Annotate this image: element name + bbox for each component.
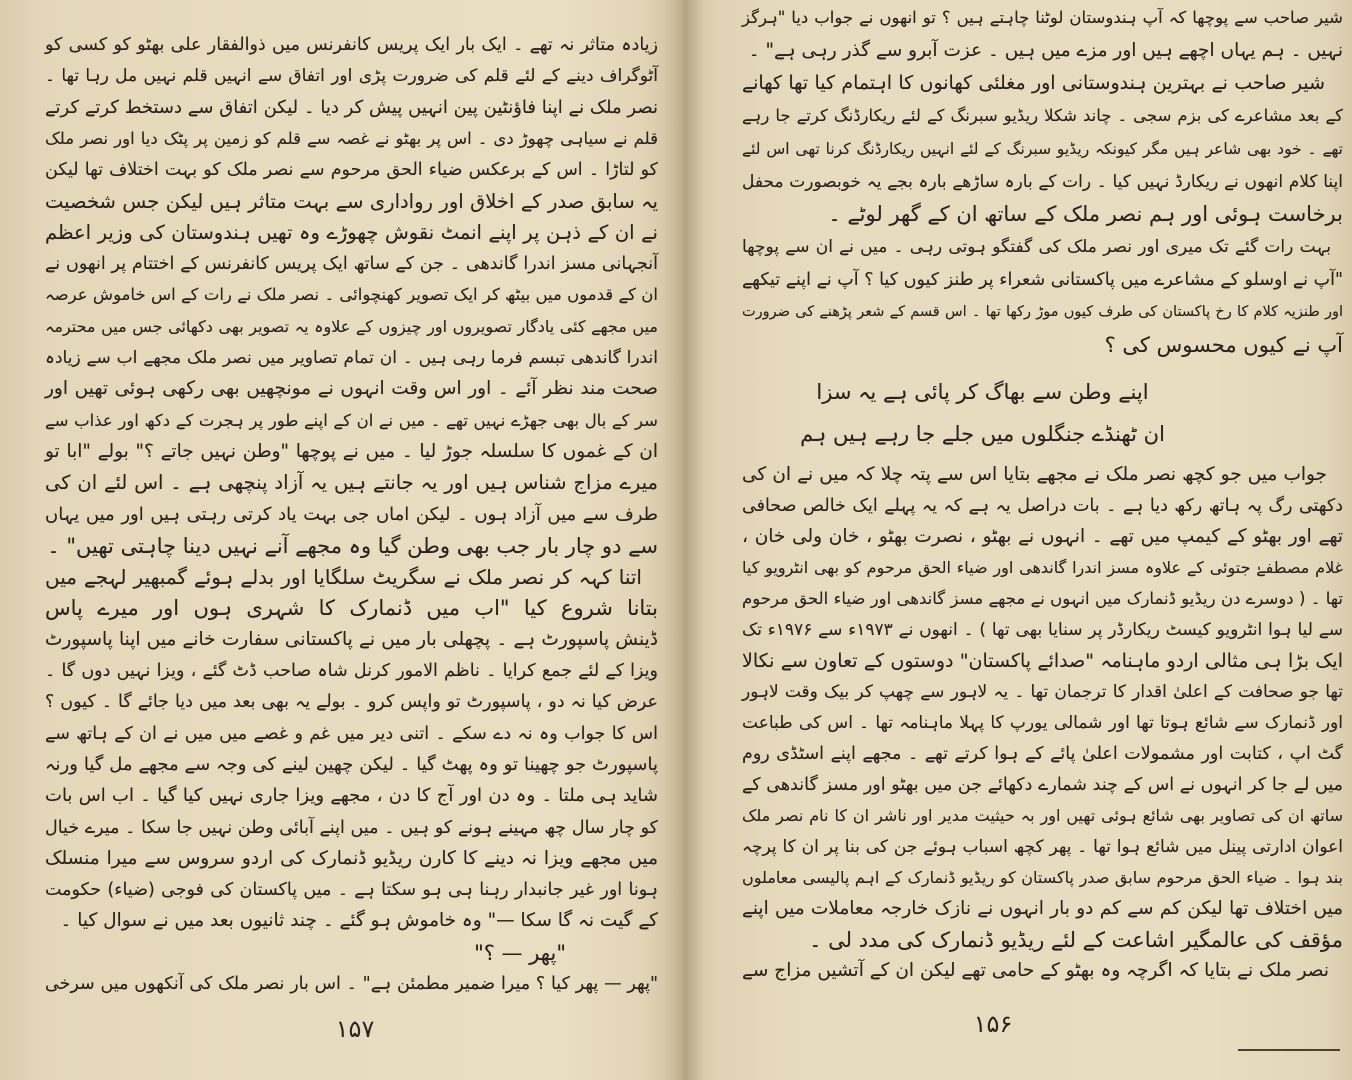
page-number: ۱۵۷ xyxy=(335,1015,375,1043)
text-line: تھا ۔ ( دوسرے دن ریڈیو ڈنمارک میں انہوں نے مجھے مسز گاندھی اور ضیاء الحق مرحوم xyxy=(742,589,1343,608)
text-line: سے دو چار بار جب بھی وطن گیا وہ مجھے آنے نہیں دینا چاہتی تھیں" ۔ xyxy=(47,533,658,558)
text-line: نے ان کے ذہن پر اپنے انمٹ نقوش چھوڑے وہ تھیں ہندوستان کی وزیر اعظم xyxy=(45,220,658,244)
text-line: نصر ملک نے اپنا فاؤنٹین پین انہیں پیش کر دیا ۔ لیکن اتفاق سے دستخط کرتے کرتے xyxy=(45,96,658,118)
text-line: اور طنزیہ کلام کا رخ پاکستان کی طرف کیوں موڑ رکھا تھا ۔ اس قسم کے شعر پڑھنے کی ضرورت xyxy=(742,304,1343,321)
text-line: جواب میں جو کچھ نصر ملک نے مجھے بتایا اس سے پتہ چلا کہ میں نے ان کی xyxy=(742,464,1327,485)
text-line: برخاست ہوئی اور ہم نصر ملک کے ساتھ ان کے گھر لوٹے ۔ xyxy=(828,202,1343,227)
text-line: بتانا شروع کیا "اب میں ڈنمارک کا شہری ہوں اور میرے پاس xyxy=(45,596,658,621)
text-line: اس کا جواب وہ نہ دے سکے ۔ اتنی دیر میں غم و غصے میں میں نے ان کے ہاتھ سے xyxy=(45,723,658,744)
text-line: نہیں ۔ ہم یہاں اچھے ہیں اور مزے میں ہیں ۔ عزت آبرو سے گذر رہی ہے" ۔ xyxy=(748,39,1343,61)
text-line: میں مجھے کئی یادگار تصویروں اور چیزوں کے علاوہ یہ تصویر بھی دکھائی جس میں محترمہ xyxy=(45,316,658,336)
text-line: یہ سابق صدر کے اخلاق اور رواداری سے بہت متاثر ہیں لیکن جس شخصیت xyxy=(45,189,658,213)
text-line: کو چار سال چھ مہینے ہونے کو ہیں ۔ میں اپنے آبائی وطن نہیں جا سکا ۔ میرے خیال xyxy=(45,817,658,838)
text-line: اتنا کہہ کر نصر ملک نے سگریٹ سلگایا اور بدلے ہوئے گمبھیر لہجے میں xyxy=(45,565,642,590)
text-line: عرض کیا نہ دو ، پاسپورٹ تو واپس کرو ۔ بولے یہ بھی بعد میں دیا جائے گا ۔ کیوں ؟ xyxy=(45,692,658,713)
text-line: اندرا گاندھی تبسم فرما رہی ہیں ۔ ان تمام تصاویر میں نصر ملک مجھے اب سے زیادہ xyxy=(45,348,658,368)
text-line: ہونا اور غیر جانبدار رہنا ہی ہو سکتا ہے ۔ میں پاکستان کی فوجی (ضیاء) حکومت xyxy=(45,880,658,901)
text-line: کے بعد مشاعرے کی بزم سجی ۔ چاند شکلا ریڈیو سبرنگ کے لئے ریکارڈنگ کرتے جا رہے xyxy=(742,106,1343,126)
text-line: طرف سے میں آزاد ہوں ۔ لیکن اماں جی بہت یاد کرتی رہتی ہیں اور میں یہاں xyxy=(45,503,658,525)
verse-line: اپنے وطن سے بھاگ کر پائی ہے یہ سزا xyxy=(816,380,1149,404)
text-line: زیادہ متاثر نہ تھے ۔ ایک بار ایک پریس کانفرنس میں ذوالفقار علی بھٹو کو کسی کو xyxy=(45,35,658,55)
text-line: غلام مصطفےٰ جتوئی کے علاوہ مسز اندرا گاندھی اور ضیاء الحق مرحوم کو بھی انٹرویو کیا xyxy=(742,558,1343,577)
text-line: آٹوگراف دینے کے لئے قلم کی ضرورت پڑی اور اتفاق سے انہیں قلم نہیں مل رہا تھا ۔ xyxy=(45,66,658,87)
text-line: تھا جو صحافت کے اعلیٰ اقدار کا ترجمان تھا ۔ یہ لاہور سے چھپ کر بیک وقت لاہور xyxy=(742,682,1343,702)
text-line: گٹ اپ ، کتابت اور مشمولات اعلیٰ پائے کے ہوا کرتے تھے ۔ مجھے اپنے اسٹڈی روم xyxy=(742,744,1343,764)
text-line: میں اختلاف تھا لیکن کم سے کم دو بار انہوں نے نازک خارجہ معاملات میں اپنے xyxy=(742,898,1343,919)
text-line: نصر ملک نے بتایا کہ اگرچہ وہ بھٹو کے حامی تھے لیکن ان کے آتشیں مزاج سے xyxy=(742,960,1329,981)
text-line: "پھر — ؟" xyxy=(474,940,566,965)
text-line: تھے ۔ خود بھی شاعر ہیں مگر کیونکہ ریڈیو سبرنگ کے لئے انہیں ریکارڈنگ کرنا تھی اس لئے xyxy=(742,139,1343,158)
text-line: شاید ہی ملتا ۔ وہ دن اور آج کا دن ، مجھے ویزا جاری نہیں کیا گیا ۔ اب اس بات xyxy=(45,785,658,807)
text-line: ان کے غموں کا سلسلہ جوڑ لیا ۔ میں نے پوچھا "وطن نہیں جاتے ؟" بولے "ابا تو xyxy=(45,440,658,462)
text-line: ساتھ ان کی تصاویر بھی شائع ہوئی تھیں اور بہ حیثیت مدیر اور ناشر ان کا نام نصر ملک xyxy=(742,806,1343,825)
text-line: سر کے بال بھی جھڑے نہیں تھے ۔ میں نے ان کے اپنے طور پر ہجرت کے دکھ اور عذاب سے xyxy=(45,410,658,430)
text-line: شیر صاحب نے بہترین ہندوستانی اور مغلئی کھانوں کا اہتمام کیا تھا کھانے xyxy=(742,72,1325,95)
text-line: کو لتاڑا ۔ اس کے برعکس ضیاء الحق مرحوم سے نصر ملک کو بہت اختلاف تھا لیکن xyxy=(45,160,658,181)
text-line: "آپ نے اوسلو کے مشاعرے میں پاکستانی شعراء پر طنز کیوں کیا ؟ آپ نے اپنے تیکھے xyxy=(742,269,1343,290)
text-line: تھے اور بھٹو کے کیمپ میں تھے ۔ انہوں نے بھٹو ، نصرت بھٹو ، خان ولی خان ، xyxy=(742,526,1343,547)
text-line: صحت مند نظر آئے ۔ اور اس وقت انہوں نے مونچھیں بھی رکھی ہوئی تھیں اور xyxy=(45,378,658,400)
text-line: ویزا کے لئے جمع کرایا ۔ ناظم الامور کرنل شاہ صاحب ڈٹ گئے ، ویزا نہیں دوں گا ۔ xyxy=(45,661,658,681)
text-line: ان کے قدموں میں بیٹھ کر ایک تصویر کھنچوائی ۔ نصر ملک نے رات کے اس خاموش عرصہ xyxy=(45,285,658,305)
text-line: بہت رات گئے تک میری اور نصر ملک کی گفتگو ہوتی رہی ۔ میں نے ان سے پوچھا xyxy=(742,236,1331,257)
text-line: اپنا کلام انھوں نے ریکارڈ نہیں کیا ۔ رات کے بارہ ساڑھے بارہ بجے یہ خوبصورت محفل xyxy=(742,171,1343,192)
text-line: اور ڈنمارک سے شائع ہوتا تھا اور شمالی یورپ کا پہلا ماہنامہ تھا ۔ اس کی طباعت xyxy=(742,713,1343,733)
right-page xyxy=(676,0,1352,1080)
text-line: آنجہانی مسز اندرا گاندھی ۔ جن کے ساتھ ایک پریس کانفرنس کے اختتام پر انھوں نے xyxy=(45,254,658,275)
text-line: دکھتی رگ پہ ہاتھ رکھ دیا ہے ۔ بات دراصل یہ ہے کہ یہ پہلے ایک خالص صحافی xyxy=(742,496,1343,516)
text-line: سے لیا ہوا انٹرویو کیسٹ ریکارڈر پر سنایا بھی تھا ) ۔ انھوں نے ۱۹۷۳ء سے ۱۹۷۶ء تک xyxy=(742,620,1343,640)
text-line: مؤقف کی عالمگیر اشاعت کے لئے ریڈیو ڈنمارک کی مدد لی ۔ xyxy=(809,928,1343,952)
text-line: بند ہوا ۔ ضیاء الحق مرحوم سابق صدر پاکستان کو ریڈیو ڈنمارک کے اہم پالیسی معاملوں xyxy=(742,868,1343,887)
text-line: میں لے جا کر انہوں نے اس کے چند شمارے دکھائے جن میں بھٹو اور مسز گاندھی کے xyxy=(742,775,1343,795)
page-number: ۱۵۶ xyxy=(973,1010,1013,1038)
page-edge-rule xyxy=(1238,1049,1340,1051)
text-line: میں مجھے ویزا نہ دینے کا کارن ریڈیو ڈنمارک کی اردو سروس سے میرا منسلک xyxy=(45,847,658,869)
text-line: "پھر — پھر کیا ؟ میرا ضمیر مطمئن ہے" ۔ اس بار نصر ملک کی آنکھوں میں سرخی xyxy=(45,974,658,994)
text-line: شیر صاحب سے پوچھا کہ آپ ہندوستان لوٹنا چاہتے ہیں ؟ تو انھوں نے جواب دیا "ہرگز xyxy=(742,8,1343,27)
text-line: کے گیت نہ گا سکا —" وہ خاموش ہو گئے ۔ چند ثانیوں بعد میں نے سوال کیا ۔ xyxy=(60,910,658,932)
text-line: پاسپورٹ جو چھینا تو وہ پھٹ گیا ۔ لیکن چھین لینے کی وجہ سے مجھے مل گیا ورنہ xyxy=(45,753,658,775)
text-line: میرے مزاج شناس ہیں اور یہ جانتے ہیں یہ آزاد پنچھی ہے ۔ اس لئے ان کی xyxy=(45,471,658,495)
text-line: اعوان ادارتی پینل میں شائع ہوا تھا ۔ پھر کچھ اسباب ہوئے جن کی بنا پر ان کا پرچہ xyxy=(742,837,1343,857)
text-line: قلم نے سیاہی چھوڑ دی ۔ اس پر بھٹو نے غصہ سے قلم کو زمین پر پٹک دیا اور نصر ملک xyxy=(45,128,658,148)
text-line: ڈینش پاسپورٹ ہے ۔ پچھلی بار میں نے پاکستانی سفارت خانے میں اپنا پاسپورٹ xyxy=(45,628,658,650)
verse-line: ان ٹھنڈے جنگلوں میں جلے جا رہے ہیں ہم xyxy=(800,422,1165,446)
page-gutter xyxy=(664,0,704,1080)
text-line: ایک بڑا ہی مثالی اردو ماہنامہ "صدائے پاکستان" دوستوں کے تعاون سے نکالا xyxy=(742,650,1343,672)
text-line: آپ نے کیوں محسوس کی ؟ xyxy=(1104,333,1343,357)
